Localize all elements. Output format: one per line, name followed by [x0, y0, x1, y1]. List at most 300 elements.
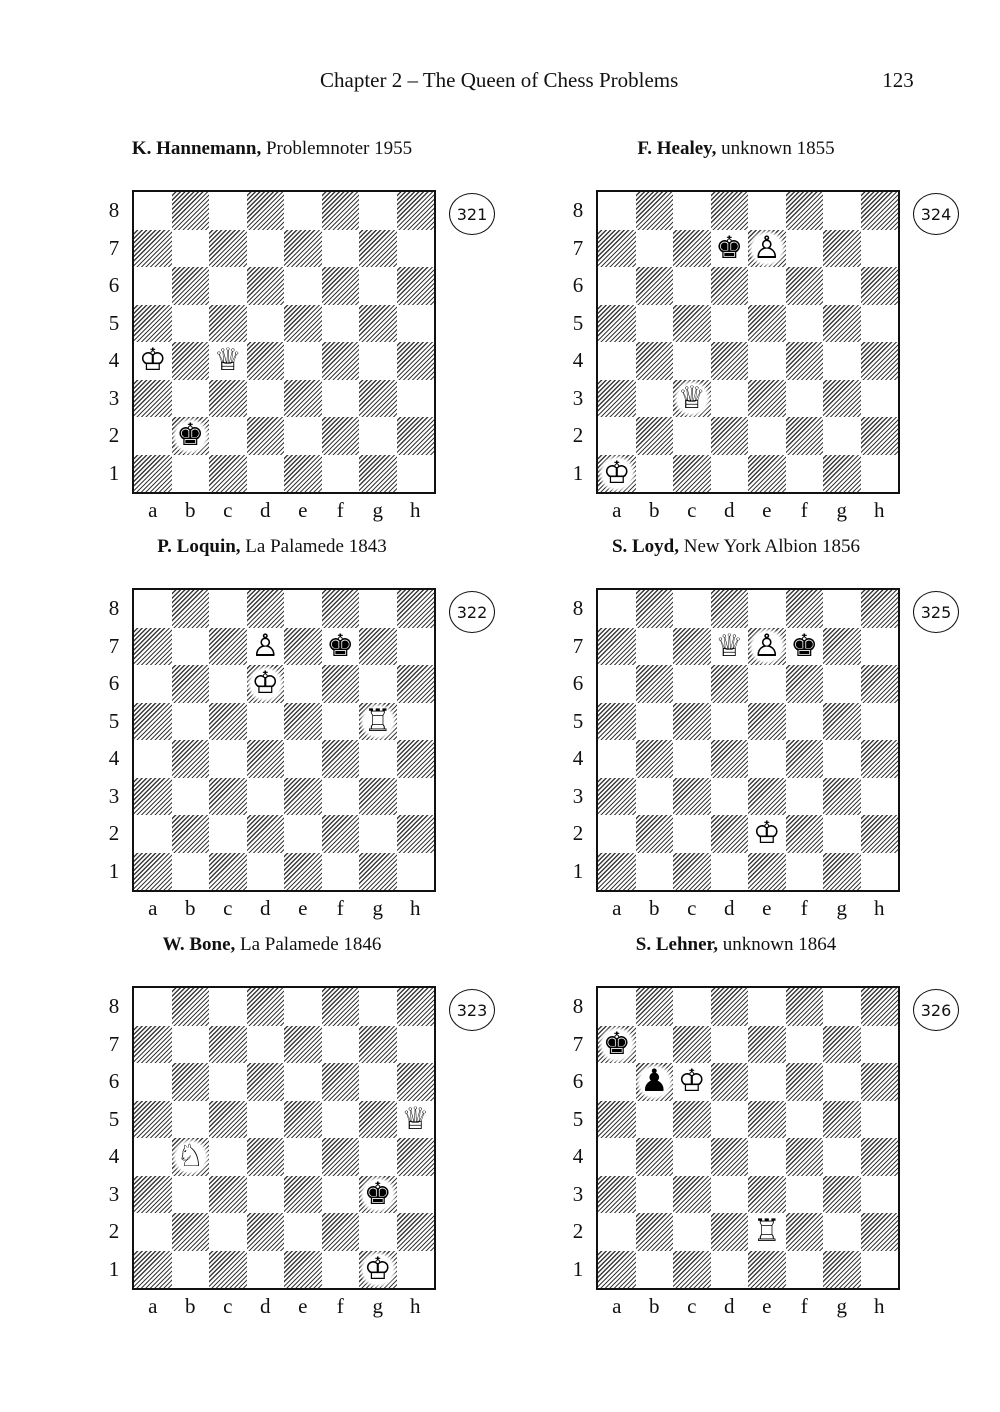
diagram-number-badge: 324: [913, 193, 959, 235]
chess-piece-bK: ♚: [359, 1176, 397, 1214]
rank-label: 6: [572, 273, 584, 297]
square-h5: [397, 305, 435, 343]
square-b2: [172, 815, 210, 853]
rank-label: 2: [108, 1219, 120, 1243]
square-h3: [861, 1176, 899, 1214]
square-g4: [359, 342, 397, 380]
square-c2: [209, 815, 247, 853]
square-f5: [786, 1101, 824, 1139]
square-a8: [598, 192, 636, 230]
square-d1: [247, 455, 285, 493]
rank-label: 6: [572, 671, 584, 695]
file-label: g: [836, 896, 847, 920]
square-c4: [673, 342, 711, 380]
square-g2: [359, 417, 397, 455]
rank-label: 8: [108, 198, 120, 222]
square-h5: [861, 305, 899, 343]
square-f1: [786, 1251, 824, 1289]
rank-label: 1: [572, 460, 584, 485]
rank-label: 7: [108, 1031, 120, 1056]
chess-piece-wQ: ♕: [213, 342, 242, 379]
rank-label: 6: [108, 273, 120, 297]
square-e6: [284, 665, 322, 703]
file-label: h: [410, 1294, 421, 1318]
rank-label: 5: [108, 310, 120, 335]
square-b4: [636, 342, 674, 380]
file-label: e: [298, 896, 308, 920]
square-a5: [134, 305, 172, 343]
chess-piece-wP: ♙: [748, 230, 786, 268]
chess-piece-wR: ♖: [752, 1213, 781, 1250]
chess-piece-wQ: ♕: [401, 1100, 430, 1137]
rank-label: 8: [572, 198, 584, 222]
square-c3: [209, 1176, 247, 1214]
square-e2: [284, 815, 322, 853]
square-d6: [711, 665, 749, 703]
rank-label: 4: [572, 746, 584, 770]
chess-piece-wK: ♔: [752, 815, 781, 852]
composer-name: S. Loyd,: [611, 536, 679, 557]
square-g6: [359, 1063, 397, 1101]
square-g4: [823, 740, 861, 778]
square-f6: [322, 267, 360, 305]
square-d7: [247, 1026, 285, 1064]
rank-label: 1: [108, 460, 120, 485]
square-a7: [598, 628, 636, 666]
square-f7: [786, 230, 824, 268]
chess-piece-bP: ♟: [636, 1063, 674, 1101]
page-number: 123: [882, 68, 914, 92]
composer-name: W. Bone,: [162, 934, 236, 955]
square-d5: [711, 1101, 749, 1139]
square-b5: [636, 1101, 674, 1139]
rank-label: 3: [108, 385, 120, 410]
square-c6: [209, 665, 247, 703]
file-label: e: [762, 1294, 772, 1318]
file-label: b: [649, 498, 660, 522]
square-d6: [247, 1063, 285, 1101]
square-h8: [397, 192, 435, 230]
square-e1: [284, 853, 322, 891]
square-a2: [134, 1213, 172, 1251]
square-b1: [172, 455, 210, 493]
square-a3: [598, 380, 636, 418]
file-label: a: [148, 896, 158, 920]
square-c6: [673, 267, 711, 305]
square-a3: [598, 1176, 636, 1214]
square-b4: [636, 1138, 674, 1176]
square-c3: [673, 1176, 711, 1214]
square-f4: [786, 1138, 824, 1176]
square-h4: [397, 1138, 435, 1176]
square-h1: [397, 1251, 435, 1289]
square-d5: [711, 305, 749, 343]
square-d7: [711, 628, 749, 666]
composer-name: P. Loquin,: [157, 536, 241, 557]
composer-source: New York Albion 1856: [679, 536, 861, 557]
square-h2: [397, 417, 435, 455]
square-b8: [172, 192, 210, 230]
square-f3: [786, 778, 824, 816]
square-e8: [284, 590, 322, 628]
rank-label: 7: [572, 235, 584, 260]
square-b2: [636, 1213, 674, 1251]
square-d1: [247, 853, 285, 891]
square-g3: [823, 778, 861, 816]
square-g3: [823, 1176, 861, 1214]
square-h7: [861, 230, 899, 268]
chess-piece-wK: ♔: [247, 665, 285, 703]
square-g1: [823, 455, 861, 493]
square-b5: [172, 703, 210, 741]
rank-label: 8: [108, 596, 120, 620]
square-a1: [134, 1251, 172, 1289]
diagram-caption: [556, 138, 916, 160]
diagram-number-badge: 321: [449, 193, 495, 235]
chess-piece-wN: ♘: [172, 1138, 210, 1176]
square-b2: [636, 815, 674, 853]
square-g7: [359, 628, 397, 666]
file-label: g: [372, 498, 383, 522]
square-f2: [322, 1213, 360, 1251]
diagram-323: [92, 934, 488, 1318]
chess-piece-bK: ♚: [715, 229, 744, 266]
rank-label: 5: [108, 708, 120, 733]
chess-piece-wK: ♔: [677, 1063, 706, 1100]
square-e1: [284, 1251, 322, 1289]
square-h3: [397, 1176, 435, 1214]
square-g8: [359, 590, 397, 628]
square-c6: [673, 665, 711, 703]
rank-label: 3: [108, 1181, 120, 1206]
chess-piece-bK: ♚: [790, 627, 819, 664]
chess-piece-wQ: ♕: [673, 380, 711, 418]
chess-piece-bK: ♚: [172, 417, 210, 455]
square-h3: [397, 778, 435, 816]
square-c4: [209, 342, 247, 380]
square-g6: [823, 267, 861, 305]
square-f1: [786, 455, 824, 493]
square-c2: [209, 417, 247, 455]
square-f2: [786, 815, 824, 853]
square-h7: [397, 628, 435, 666]
chess-piece-wQ: ♕: [715, 627, 744, 664]
file-label: b: [185, 896, 196, 920]
file-label: g: [372, 1294, 383, 1318]
square-c8: [673, 590, 711, 628]
square-e5: [284, 703, 322, 741]
square-f1: [322, 853, 360, 891]
square-d4: [247, 342, 285, 380]
chess-board: [132, 588, 436, 892]
square-g2: [359, 815, 397, 853]
chess-piece-wK: ♔: [598, 455, 636, 493]
square-e7: [284, 1026, 322, 1064]
square-f6: [786, 665, 824, 703]
square-h6: [397, 665, 435, 703]
square-d2: [247, 815, 285, 853]
chess-board: [132, 190, 436, 494]
square-c1: [209, 455, 247, 493]
square-f8: [322, 192, 360, 230]
square-d8: [711, 590, 749, 628]
file-label: b: [649, 1294, 660, 1318]
rank-label: 1: [572, 1256, 584, 1281]
square-f7: [786, 628, 824, 666]
square-f5: [322, 703, 360, 741]
square-f5: [322, 1101, 360, 1139]
square-h4: [861, 342, 899, 380]
square-c4: [673, 1138, 711, 1176]
file-label: b: [185, 498, 196, 522]
square-f2: [322, 417, 360, 455]
diagram-number-badge: 322: [449, 591, 495, 633]
square-f8: [786, 988, 824, 1026]
file-label: f: [800, 1294, 808, 1318]
square-e2: [748, 417, 786, 455]
square-b8: [172, 988, 210, 1026]
square-c7: [209, 628, 247, 666]
chess-board: [596, 986, 900, 1290]
diagram-321: [92, 138, 488, 522]
rank-label: 3: [108, 783, 120, 808]
square-b5: [636, 305, 674, 343]
chess-piece-wK: ♔: [138, 342, 167, 379]
square-g6: [359, 665, 397, 703]
square-b1: [172, 1251, 210, 1289]
square-b2: [636, 417, 674, 455]
square-g8: [823, 590, 861, 628]
square-c8: [673, 988, 711, 1026]
square-d4: [247, 740, 285, 778]
square-b7: [172, 230, 210, 268]
square-b8: [636, 192, 674, 230]
square-e5: [748, 305, 786, 343]
square-e8: [748, 192, 786, 230]
file-label: c: [687, 498, 697, 522]
square-h4: [861, 1138, 899, 1176]
chess-piece-wK: ♔: [359, 1251, 397, 1289]
square-d6: [247, 267, 285, 305]
file-label: h: [874, 896, 885, 920]
diagram-322: [92, 536, 488, 920]
square-f1: [786, 853, 824, 891]
square-d2: [247, 1213, 285, 1251]
square-c4: [209, 1138, 247, 1176]
square-h8: [861, 192, 899, 230]
square-c8: [209, 192, 247, 230]
square-c3: [673, 380, 711, 418]
square-c1: [209, 853, 247, 891]
file-label: e: [298, 498, 308, 522]
square-c1: [209, 1251, 247, 1289]
square-d8: [711, 988, 749, 1026]
square-h4: [397, 740, 435, 778]
square-g4: [359, 740, 397, 778]
square-c8: [209, 988, 247, 1026]
rank-label: 2: [572, 423, 584, 447]
square-f8: [322, 590, 360, 628]
rank-label: 3: [572, 783, 584, 808]
square-h5: [861, 703, 899, 741]
square-e8: [748, 988, 786, 1026]
square-c5: [209, 703, 247, 741]
rank-label: 7: [572, 633, 584, 658]
rank-label: 2: [108, 821, 120, 845]
square-h5: [861, 1101, 899, 1139]
square-f5: [786, 703, 824, 741]
file-label: c: [223, 498, 233, 522]
square-f4: [786, 740, 824, 778]
square-e4: [748, 740, 786, 778]
file-label: f: [336, 896, 344, 920]
square-g4: [823, 342, 861, 380]
file-label: e: [298, 1294, 308, 1318]
square-e1: [748, 853, 786, 891]
square-e5: [748, 703, 786, 741]
rank-label: 4: [108, 348, 120, 372]
square-d5: [247, 1101, 285, 1139]
square-c5: [673, 305, 711, 343]
square-d3: [247, 1176, 285, 1214]
square-c5: [673, 1101, 711, 1139]
file-label: b: [185, 1294, 196, 1318]
square-c7: [673, 628, 711, 666]
square-e6: [284, 267, 322, 305]
chess-piece-wR: ♖: [359, 703, 397, 741]
square-f3: [322, 380, 360, 418]
square-h7: [397, 230, 435, 268]
square-f8: [786, 590, 824, 628]
square-e3: [748, 380, 786, 418]
square-a4: [598, 342, 636, 380]
square-d1: [711, 853, 749, 891]
square-c6: [209, 1063, 247, 1101]
square-g8: [359, 192, 397, 230]
square-b3: [172, 778, 210, 816]
square-a6: [598, 665, 636, 703]
square-g3: [359, 1176, 397, 1214]
square-e3: [284, 1176, 322, 1214]
square-f3: [322, 1176, 360, 1214]
diagram-number-badge: 326: [913, 989, 959, 1031]
square-a6: [598, 1063, 636, 1101]
square-g7: [359, 230, 397, 268]
rank-label: 7: [108, 235, 120, 260]
chess-piece-bK: ♚: [326, 627, 355, 664]
square-g6: [823, 665, 861, 703]
composer-name: K. Hannemann,: [131, 138, 262, 159]
square-a8: [598, 988, 636, 1026]
square-e3: [284, 778, 322, 816]
composer-source: unknown 1855: [716, 138, 835, 159]
square-h7: [397, 1026, 435, 1064]
square-g7: [823, 628, 861, 666]
square-f5: [322, 305, 360, 343]
square-a7: [598, 230, 636, 268]
square-c4: [209, 740, 247, 778]
composer-source: unknown 1864: [717, 934, 837, 955]
square-g1: [359, 853, 397, 891]
square-b4: [636, 740, 674, 778]
square-a4: [134, 1138, 172, 1176]
square-h6: [397, 267, 435, 305]
square-d1: [711, 455, 749, 493]
rank-label: 2: [572, 821, 584, 845]
square-c7: [209, 230, 247, 268]
square-e4: [284, 1138, 322, 1176]
square-e7: [748, 1026, 786, 1064]
square-h6: [861, 267, 899, 305]
square-h2: [397, 1213, 435, 1251]
square-f2: [786, 417, 824, 455]
diagram-caption: [556, 536, 916, 558]
rank-label: 4: [108, 1144, 120, 1168]
rank-label: 8: [572, 994, 584, 1018]
square-b1: [636, 853, 674, 891]
square-h8: [397, 590, 435, 628]
square-g8: [823, 192, 861, 230]
square-d4: [247, 1138, 285, 1176]
square-f7: [322, 628, 360, 666]
square-b7: [636, 230, 674, 268]
square-e8: [748, 590, 786, 628]
square-a2: [134, 417, 172, 455]
square-a8: [134, 192, 172, 230]
square-b2: [172, 417, 210, 455]
diagram-number-badge: 325: [913, 591, 959, 633]
square-f6: [322, 1063, 360, 1101]
square-d5: [247, 703, 285, 741]
square-h5: [397, 1101, 435, 1139]
square-b3: [636, 380, 674, 418]
square-e1: [284, 455, 322, 493]
square-a6: [134, 665, 172, 703]
square-c2: [209, 1213, 247, 1251]
square-f3: [786, 1176, 824, 1214]
square-c7: [209, 1026, 247, 1064]
square-f2: [786, 1213, 824, 1251]
square-h5: [397, 703, 435, 741]
file-label: f: [800, 498, 808, 522]
square-e3: [748, 1176, 786, 1214]
square-g8: [823, 988, 861, 1026]
file-label: h: [410, 896, 421, 920]
rank-label: 2: [572, 1219, 584, 1243]
diagram-326: [556, 934, 952, 1318]
diagram-caption: [556, 934, 916, 956]
rank-label: 4: [108, 746, 120, 770]
square-a3: [134, 380, 172, 418]
square-h8: [861, 988, 899, 1026]
square-a5: [598, 1101, 636, 1139]
rank-label: 5: [108, 1106, 120, 1131]
square-e3: [748, 778, 786, 816]
square-d8: [247, 988, 285, 1026]
diagram-caption: [92, 536, 452, 558]
square-f7: [322, 1026, 360, 1064]
square-d3: [711, 380, 749, 418]
square-a1: [134, 455, 172, 493]
square-b4: [172, 342, 210, 380]
square-c1: [673, 1251, 711, 1289]
rank-label: 5: [572, 1106, 584, 1131]
file-label: e: [762, 896, 772, 920]
square-d3: [247, 380, 285, 418]
square-e4: [748, 342, 786, 380]
rank-label: 2: [108, 423, 120, 447]
square-b7: [172, 1026, 210, 1064]
